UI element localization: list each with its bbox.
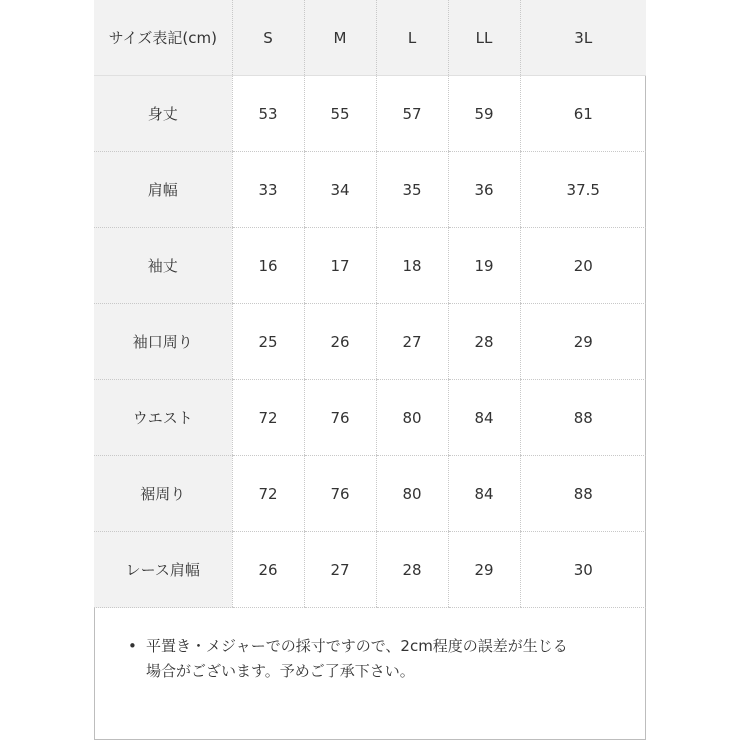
cell-value: 61 <box>520 76 646 152</box>
cell-value: 76 <box>304 380 376 456</box>
cell-value: 30 <box>520 532 646 608</box>
header-size-l: L <box>376 0 448 76</box>
cell-value: 17 <box>304 228 376 304</box>
cell-value: 88 <box>520 456 646 532</box>
row-label: 肩幅 <box>94 152 232 228</box>
cell-value: 84 <box>448 380 520 456</box>
cell-value: 28 <box>376 532 448 608</box>
row-label: 袖丈 <box>94 228 232 304</box>
cell-value: 36 <box>448 152 520 228</box>
row-label: 袖口周り <box>94 304 232 380</box>
cell-value: 26 <box>304 304 376 380</box>
cell-value: 18 <box>376 228 448 304</box>
cell-value: 34 <box>304 152 376 228</box>
cell-value: 33 <box>232 152 304 228</box>
note-line-2: 場合がございます。予めご了承下さい。 <box>146 662 415 680</box>
cell-value: 28 <box>448 304 520 380</box>
table-row <box>94 380 646 456</box>
cell-value: 55 <box>304 76 376 152</box>
cell-value: 25 <box>232 304 304 380</box>
table-row <box>94 456 646 532</box>
cell-value: 53 <box>232 76 304 152</box>
row-label: 裾周り <box>94 456 232 532</box>
cell-value: 57 <box>376 76 448 152</box>
row-label: レース肩幅 <box>94 532 232 608</box>
size-table <box>94 0 646 608</box>
cell-value: 20 <box>520 228 646 304</box>
header-row <box>94 0 646 76</box>
header-size-s: S <box>232 0 304 76</box>
row-label: ウエスト <box>94 380 232 456</box>
cell-value: 35 <box>376 152 448 228</box>
cell-value: 80 <box>376 456 448 532</box>
cell-value: 72 <box>232 456 304 532</box>
header-size-label: サイズ表記(cm) <box>94 0 232 76</box>
table-row <box>94 76 646 152</box>
cell-value: 84 <box>448 456 520 532</box>
cell-value: 76 <box>304 456 376 532</box>
cell-value: 59 <box>448 76 520 152</box>
bullet-icon: • <box>128 637 137 655</box>
cell-value: 29 <box>520 304 646 380</box>
header-size-3l: 3L <box>520 0 646 76</box>
cell-value: 88 <box>520 380 646 456</box>
row-label: 身丈 <box>94 76 232 152</box>
cell-value: 37.5 <box>520 152 646 228</box>
table-row <box>94 304 646 380</box>
cell-value: 72 <box>232 380 304 456</box>
note-line-1: 平置き・メジャーでの採寸ですので、2cm程度の誤差が生じる <box>146 637 568 655</box>
header-size-m: M <box>304 0 376 76</box>
table-row <box>94 532 646 608</box>
cell-value: 19 <box>448 228 520 304</box>
cell-value: 29 <box>448 532 520 608</box>
header-size-ll: LL <box>448 0 520 76</box>
cell-value: 27 <box>376 304 448 380</box>
table-row <box>94 228 646 304</box>
cell-value: 80 <box>376 380 448 456</box>
table-row <box>94 152 646 228</box>
cell-value: 27 <box>304 532 376 608</box>
measurement-note <box>128 634 628 684</box>
cell-value: 26 <box>232 532 304 608</box>
cell-value: 16 <box>232 228 304 304</box>
